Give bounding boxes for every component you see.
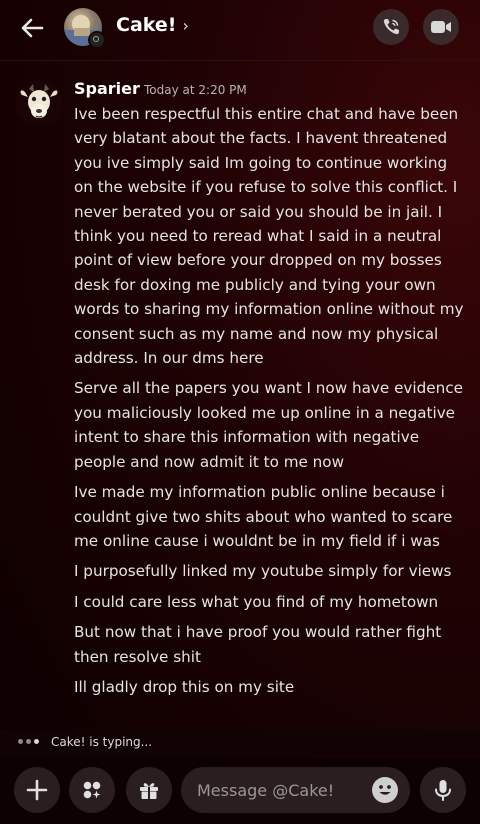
gift-icon [137, 778, 161, 802]
message-body [74, 102, 470, 705]
voice-call-button[interactable] [373, 9, 409, 45]
apps-button[interactable] [69, 767, 115, 813]
video-camera-icon [430, 19, 452, 35]
gift-button[interactable] [126, 767, 172, 813]
voice-message-button[interactable] [420, 767, 466, 813]
author-avatar[interactable] [16, 80, 62, 126]
status-indicator [88, 31, 106, 49]
message-paragraph: I purposefully linked my youtube simply for views [74, 562, 452, 581]
emoji-button[interactable] [372, 777, 398, 803]
message-paragraph: Ill gladly drop this on my site [74, 677, 295, 696]
typing-indicator-text: Cake! is typing... [51, 735, 153, 749]
phone-call-icon [381, 17, 401, 37]
video-call-button[interactable] [423, 9, 459, 45]
message-paragraph: Serve all the papers you want I now have evidence you maliciously looked me up online in a negative intent to share this information with negative people and now admit it to me now [74, 379, 463, 471]
add-attachment-button[interactable] [14, 767, 60, 813]
chat-header [0, 0, 480, 56]
back-arrow-icon [18, 14, 48, 42]
back-button[interactable] [18, 14, 48, 42]
typing-dots-icon [18, 739, 39, 744]
goat-avatar-icon [16, 80, 62, 126]
emoji-icon [372, 777, 398, 803]
chat-title[interactable] [116, 14, 189, 36]
message-paragraph: I could care less what you find of my hometown [74, 592, 439, 611]
chevron-right-icon: › [182, 15, 189, 35]
message-paragraph: But now that i have proof you would rather fight then resolve shit [74, 623, 442, 666]
message-paragraph: Ive made my information public online because i couldnt give two shits about who wanted to scare me online cause i wouldnt be in my field if i was [74, 483, 453, 550]
apps-icon [80, 778, 104, 802]
plus-icon [25, 778, 49, 802]
microphone-icon [431, 778, 455, 802]
message-timestamp: Today at 2:20 PM [144, 83, 247, 97]
chat-title-label: Cake! [116, 14, 177, 36]
message-paragraph: Ive been respectful this entire chat and have been very blatant about the facts. I havent threatened you ive simply said Im going to continue working on the website if you refuse to solve this conflict. I never berated you or said you should be in jail. I think you need to reread what I said in a neutral point of view before your dropped on my bosses desk for doxing me publicly and tying your own words to sharing my information online without my consent such as my name and now my physical address. In our dms here [74, 105, 464, 368]
header-divider [0, 60, 480, 61]
message-author[interactable]: Sparier [74, 79, 140, 98]
